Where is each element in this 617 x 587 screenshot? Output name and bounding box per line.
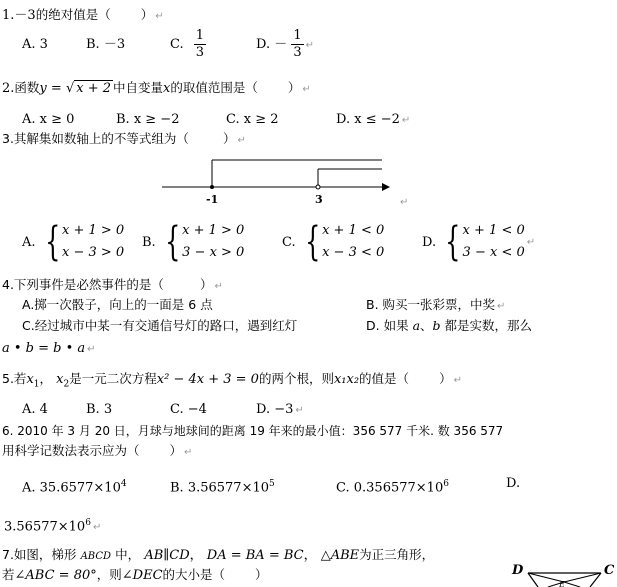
q1-option-b: B. －3 xyxy=(86,37,126,52)
q6-stem-line1: 6. 2010 年 3 月 20 日，月球与地球间的距离 19 年来的最小值：356 577 千米. 数 356 577 xyxy=(2,424,504,438)
q1-stem xyxy=(2,7,164,25)
q1-close-paren: ） xyxy=(140,7,154,22)
q3-option-d: D. { x + 1 < 0 3 − x < 0 ↵ xyxy=(422,219,536,265)
q4-option-d-continuation: a • b = b • a ↵ xyxy=(2,341,96,356)
fig-label-e: E xyxy=(559,580,565,587)
q6-option-a: A. $35.6577\times 10^4$ xyxy=(22,479,127,496)
q6-stem-line2: 用科学记数法表示应为（ ） ↵ xyxy=(2,443,193,458)
q3-option-a: A. { x + 1 > 0 x − 3 > 0 xyxy=(22,219,125,265)
q6-option-b: B. $3.56577\times 10^5$ xyxy=(170,479,275,496)
q5-stem: 5.若$x_1$， $x_2$是一元二次方程x² − 4x + 3 = 0的两个根，则x₁x₂的值是（ ） ↵ xyxy=(2,371,462,390)
q1-option-c-label: C. xyxy=(170,37,184,52)
fig-label-d: D xyxy=(512,563,524,578)
axis-label-neg1: -1 xyxy=(206,193,219,206)
q4-option-b: B. 购买一张彩票，中奖 ↵ xyxy=(366,297,506,312)
q4-option-a: A.掷一次骰子，向上的一面是 6 点 xyxy=(22,297,213,312)
q6-option-d-value: $3.56577\times 10^6$ ↵ xyxy=(4,518,102,535)
q2-option-b: B. x ≥ −2 xyxy=(116,112,180,127)
q7-trapezoid-figure xyxy=(508,558,617,587)
q2-option-d: D. x ≤ −2 ↵ xyxy=(336,112,411,127)
q1-option-c xyxy=(170,28,206,61)
brace-icon: { xyxy=(164,219,181,265)
q6-option-d-label: D. xyxy=(506,476,521,491)
q2-sqrt-icon: √ xyxy=(65,81,75,96)
q1-option-c-fraction: $\frac{1}{3}$ xyxy=(195,28,205,60)
q2-option-a: A. x ≥ 0 xyxy=(22,112,75,127)
q2-option-c: C. x ≥ 2 xyxy=(226,112,279,127)
q2-radicand: x + 2 xyxy=(76,81,111,96)
return-mark-icon: ↵ xyxy=(155,11,164,22)
q3-option-b: B. { x + 1 > 0 3 − x > 0 xyxy=(142,219,245,265)
q3-number-line xyxy=(150,152,400,208)
q4-option-c: C.经过城市中某一有交通信号灯的路口，遇到红灯 xyxy=(22,318,298,333)
q3-stem: 3.其解集如数轴上的不等式组为（ ） ↵ xyxy=(2,131,246,146)
q1-option-a: A. 3 xyxy=(22,37,48,52)
q2-function: y = xyxy=(39,81,66,96)
q4-stem: 4.下列事件是必然事件的是（ ） ↵ xyxy=(2,277,223,292)
q1-number: 1. xyxy=(2,8,15,23)
q1-stem-text: 的绝对值是（ xyxy=(35,7,111,22)
q7-stem-line2: 若∠ABC = 80°，则∠DEC的大小是（ ） xyxy=(2,567,268,583)
q2-stem: 2.函数y = √ x + 2 中自变量x的取值范围是（ ） ↵ xyxy=(2,80,311,96)
axis-label-3: 3 xyxy=(315,193,323,206)
brace-icon: { xyxy=(445,219,461,265)
q7-stem-line1: 7.如图，梯形 ABCD 中， AB∥CD， DA = BA = BC， △ABE为正三角形， xyxy=(2,547,435,563)
q3-option-c: C. { x + 1 < 0 x − 3 < 0 xyxy=(282,219,385,265)
q1-option-d-fraction: $\frac{1}{3}$ xyxy=(293,28,302,60)
fig-label-c: C xyxy=(604,563,615,578)
brace-icon: { xyxy=(304,219,320,265)
q5-x2: x xyxy=(56,372,64,387)
q1-option-d: D. － $\frac{1}{3}$ ↵ xyxy=(256,28,315,60)
q5-option-c: C. −4 xyxy=(170,402,207,417)
q1-option-d-label: D. － xyxy=(256,37,288,52)
q1-expression: －3 xyxy=(14,8,36,23)
q5-option-a: A. 4 xyxy=(22,402,48,417)
q5-option-b: B. 3 xyxy=(86,402,113,417)
q6-option-c: C. $0.356577\times 10^6$ xyxy=(336,479,449,496)
q4-option-d: D. 如果 a、b 都是实数，那么 xyxy=(366,318,533,333)
q5-option-d: D. −3 ↵ xyxy=(256,402,304,417)
brace-icon: { xyxy=(44,219,60,265)
